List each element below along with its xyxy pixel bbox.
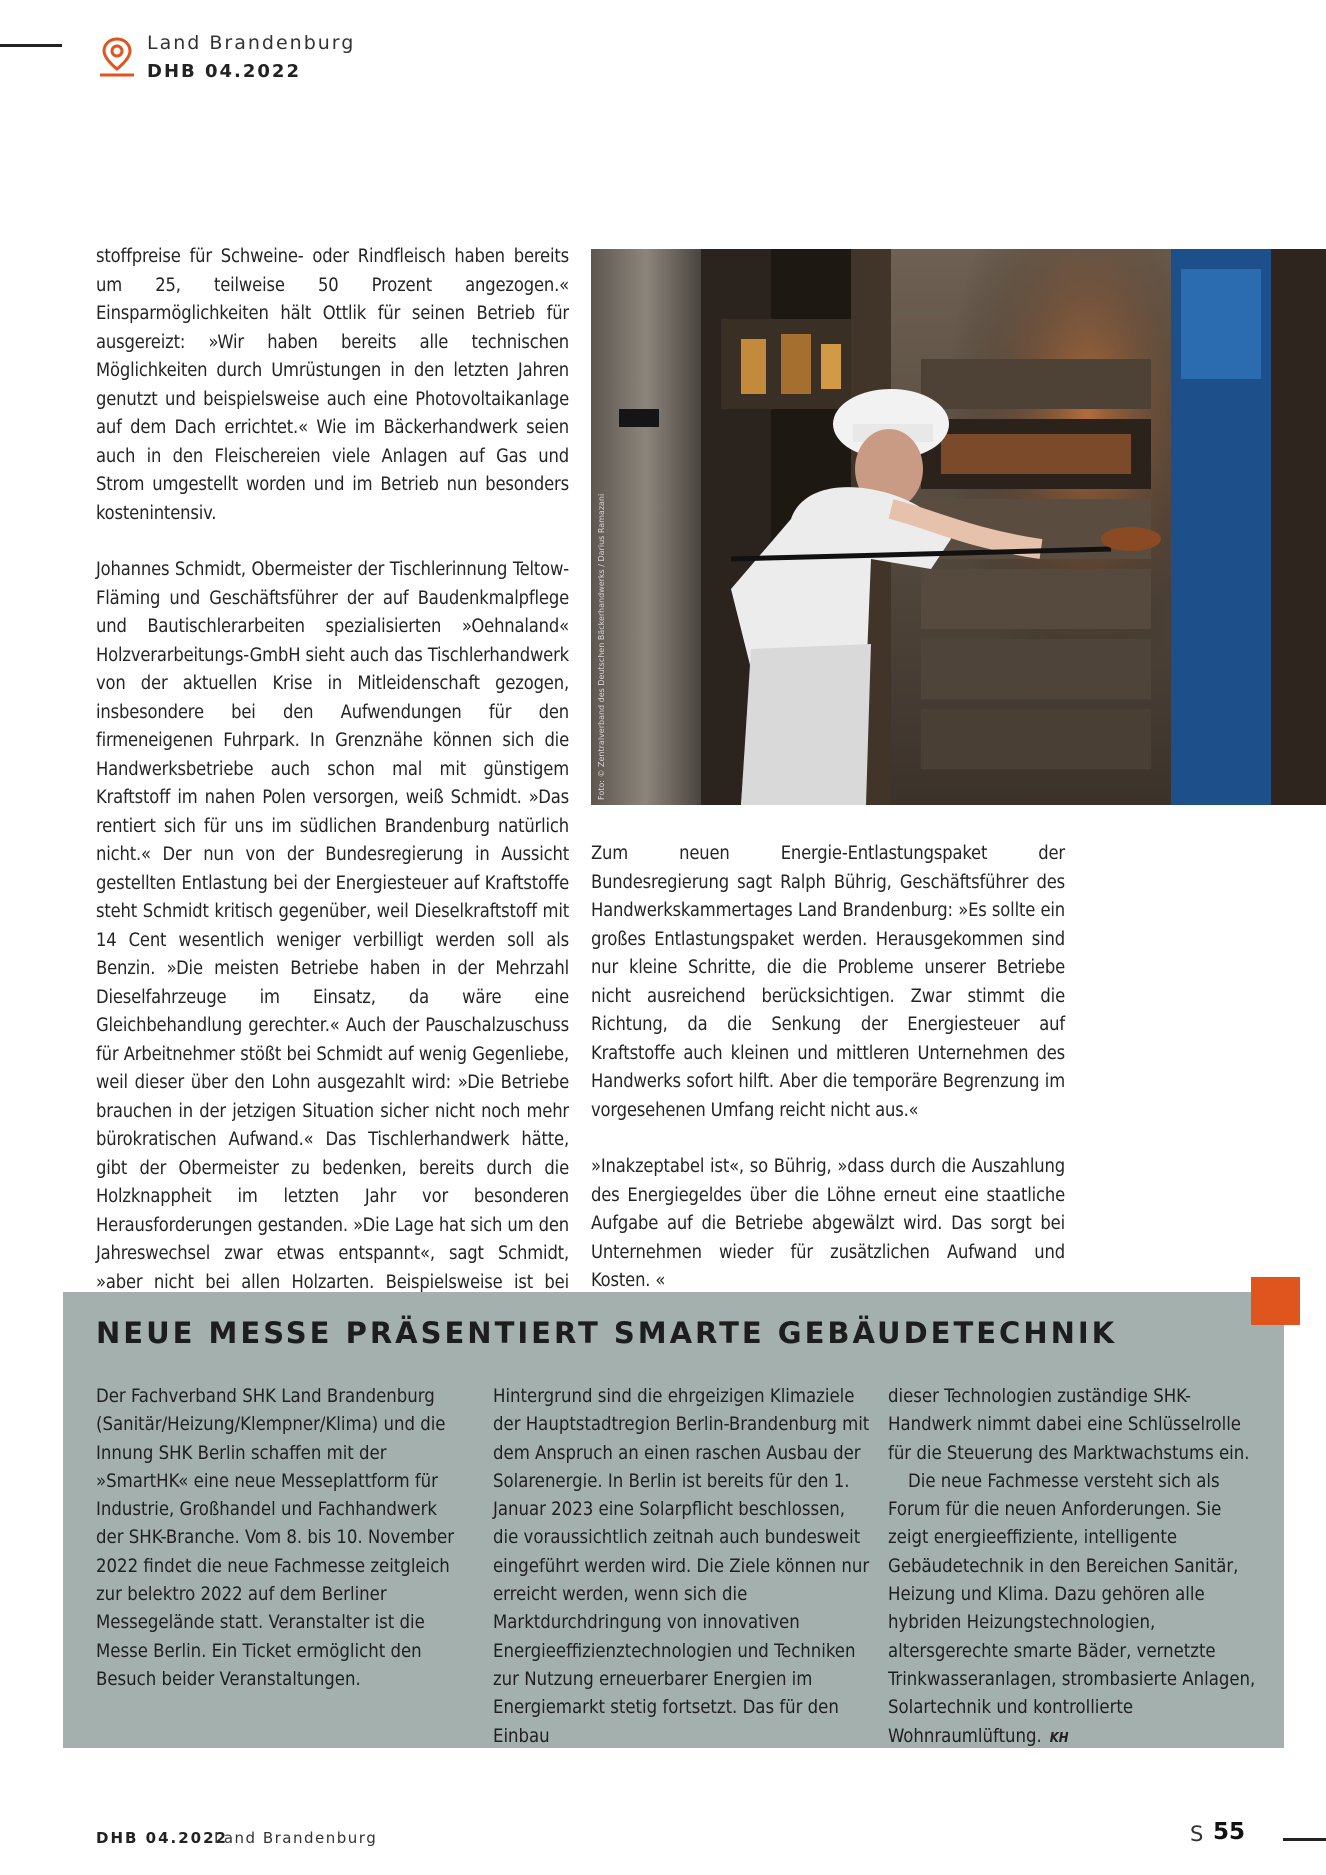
author-initials: KH <box>1049 1730 1069 1746</box>
info-box-text: Die neue Fachmesse versteht sich als Forum für die neuen Anforderungen. Sie zeigt energieeffiziente, intelligente Gebäudetechnik in den Bereichen Sanitär, Heizung und Klima. Dazu gehören alle hybriden Heizungstechnologien, altersgerechte smarte Bäder, vernetzte Trinkwasseranlagen, strombasierte Anlagen, Solartechnik und kontrollierte Wohnraumlüftung. <box>888 1470 1256 1747</box>
info-box-title: NEUE MESSE PRÄSENTIERT SMARTE GEBÄUDETECHNIK <box>96 1316 1118 1350</box>
info-box-paragraph <box>888 1468 1266 1753</box>
photo-credit: Foto: © Zentralverband des Deutschen Bäckerhandwerks / Darius Ramazani <box>597 493 606 800</box>
footer-rule <box>1283 1838 1326 1841</box>
info-box-column-3 <box>888 1383 1266 1753</box>
info-box-paragraph: dieser Technologien zuständige SHK-Handwerk nimmt dabei eine Schlüsselrolle für die Steuerung des Marktwachstums ein. <box>888 1386 1250 1464</box>
page-prefix: S <box>1190 1822 1204 1846</box>
baker-photo <box>591 249 1326 805</box>
article-right-column <box>591 840 1065 1296</box>
accent-corner <box>1251 1277 1300 1325</box>
info-box-column-2 <box>493 1383 873 1751</box>
top-rule <box>0 44 62 47</box>
article-left-column <box>96 243 569 1326</box>
article-paragraph: Zum neuen Energie-Entlastungspaket der Bundesregierung sagt Ralph Bührig, Geschäftsführer des Handwerkskammertages Land Brandenburg: »Es sollte ein großes Entlastungspaket werden. Herausgekommen sind nur kleine Schritte, die die Probleme unserer Betriebe nicht ausreichend berücksichtigen. Zwar stimmt die Richtung, da die Senkung der Energiesteuer auf Kraftstoffe auch kleinen und mittleren Unternehmen des Handwerks sofort hilft. Aber die temporäre Begrenzung im vorgesehenen Umfang reicht nicht aus.« <box>591 843 1065 1121</box>
article-paragraph: stoffpreise für Schweine- oder Rindfleisch haben bereits um 25, teilweise 50 Prozent angezogen.« Einsparmöglichkeiten hält Ottlik für seinen Betrieb für ausgereizt: »Wir haben bereits alle technischen Möglichkeiten durch Umrüstungen in den letzten Jahren genutzt und beispielsweise auch eine Photovoltaikanlage auf dem Dach errichtet.« Wie im Bäckerhandwerk seien auch in den Fleischereien viele Anlagen auf Gas und Strom umgestellt worden und im Betrieb nun besonders kostenintensiv. <box>96 246 569 524</box>
article-paragraph: Johannes Schmidt, Obermeister der Tischlerinnung Teltow-Fläming und Geschäftsführer der auf Baudenkmalpflege und Bautischlerarbeiten spezialisierten »Oehnaland« Holzverarbeitungs-GmbH sieht auch das Tischlerhandwerk von der aktuellen Krise in Mitleidenschaft gezogen, insbesondere bei den Aufwendungen für den firmeneigenen Fuhrpark. In Grenznähe können sich die Handwerksbetriebe auch schon mal mit günstigem Kraftstoff im nahen Polen versorgen, weiß Schmidt. »Das rentiert sich für uns im südlichen Brandenburg natürlich nicht.« Der nun von der Bundesregierung in Aussicht gestellten Entlastung bei der Energiesteuer auf Kraftstoffe steht Schmidt kritisch gegenüber, weil Dieselkraftstoff mit 14 Cent wesentlich weniger verbilligt werden soll als Benzin. »Die meisten Betriebe haben in der Mehrzahl Dieselfahrzeuge im Einsatz, da wäre eine Gleichbehandlung gerechter.« Auch der Pauschalzuschuss für Arbeitnehmer stößt bei Schmidt auf wenig Gegenliebe, weil dieser über den Lohn ausgezahlt wird: »Die Betriebe brauchen in der jetzigen Situation sicher nicht noch mehr bürokratischen Aufwand.« Das Tischlerhandwerk hätte, gibt der Obermeister zu bedenken, bereits durch die Holzknappheit im letzten Jahr vor besonderen Herausforderungen gestanden. »Die Lage hat sich um den Jahreswechsel zwar etwas entspannt«, sagt Schmidt, »aber nicht bei allen Holzarten. Beispielsweise ist bei <box>96 559 569 1293</box>
page-number: 55 <box>1213 1819 1246 1845</box>
issue-label: DHB 04.2022 <box>147 61 301 82</box>
info-box-column-1 <box>96 1383 468 1694</box>
map-pin-icon <box>97 35 137 79</box>
footer-issue: DHB 04.2022 <box>96 1829 228 1847</box>
footer-region: Land Brandenburg <box>214 1829 378 1847</box>
info-box-paragraph: Der Fachverband SHK Land Brandenburg (Sanitär/Heizung/Klempner/Klima) und die Innung SHK Berlin schaffen mit der »SmartHK« eine neue Messeplattform für Industrie, Großhandel und Fachhandwerk der SHK-Branche. Vom 8. bis 10. November 2022 findet die neue Fachmesse zeitgleich zur belektro 2022 auf dem Berliner Messegelände statt. Veranstalter ist die Messe Berlin. Ein Ticket ermöglicht den Besuch beider Veranstaltungen. <box>96 1386 454 1690</box>
info-box-paragraph: Hintergrund sind die ehrgeizigen Klimaziele der Hauptstadtregion Berlin-Brandenburg mit dem Anspruch an einen raschen Ausbau der Solarenergie. In Berlin ist bereits für den 1. Januar 2023 eine Solarpflicht beschlossen, die voraussichtlich zeitnah auch bundesweit eingeführt werden wird. Die Ziele können nur erreicht werden, wenn sich die Marktdurchdringung von innovativen Energieeffizienztechnologien und Techniken zur Nutzung erneuerbarer Energien im Energiemarkt stetig fortsetzt. Das für den Einbau <box>493 1386 870 1747</box>
article-paragraph: »Inakzeptabel ist«, so Bührig, »dass durch die Auszahlung des Energiegeldes über die Löhne erneut eine staatliche Aufgabe auf die Betriebe abgewälzt wird. Das sorgt bei Unternehmen wieder für zusätzlichen Aufwand und Kosten. « <box>591 1156 1065 1291</box>
section-region: Land Brandenburg <box>147 32 356 54</box>
